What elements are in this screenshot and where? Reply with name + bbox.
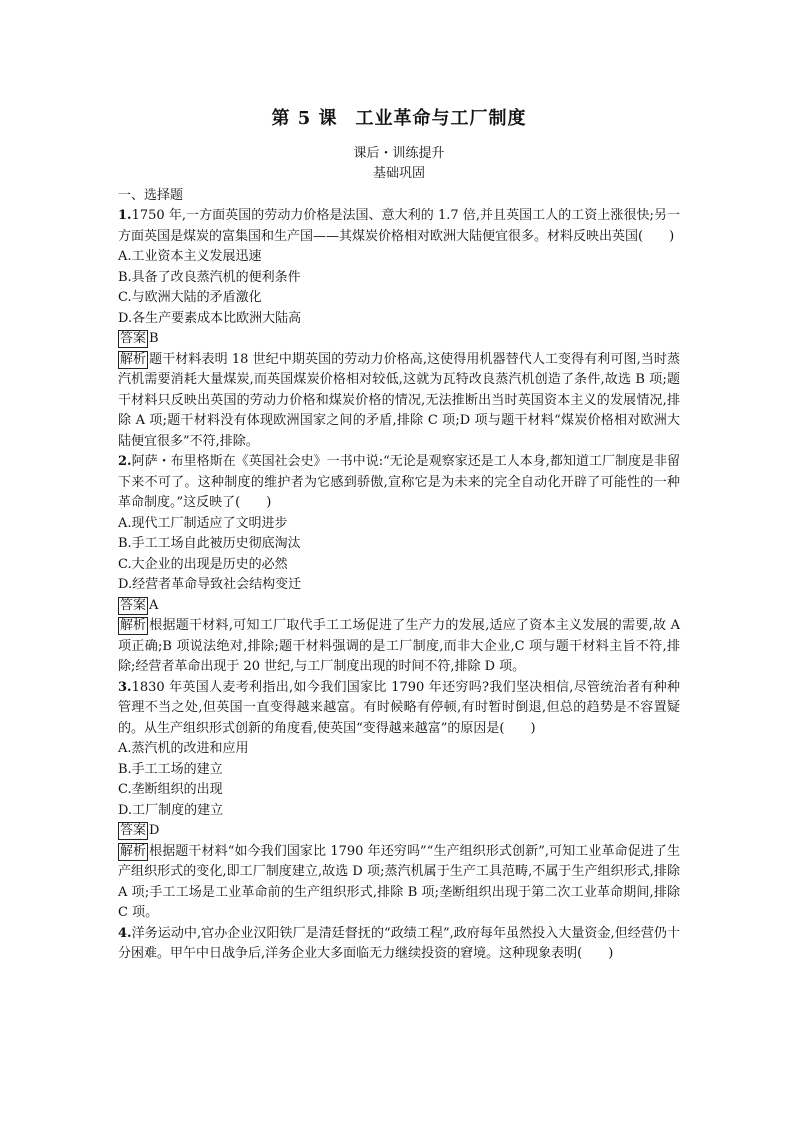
answer-value: A <box>149 597 159 613</box>
question-stem: 1750 年,一方面英国的劳动力价格是法国、意大利的 1.7 倍,并且英国工人的工资上涨很快;另一方面英国是煤炭的富集国和生产国——其煤炭价格相对欧洲大陆便宜很多。材料反映出英国( ) <box>118 208 680 244</box>
option-a: A.工业资本主义发展迅速 <box>118 249 262 264</box>
lesson-number: 第 5 课 <box>271 108 338 129</box>
explanation-tag: 解析 <box>120 843 147 859</box>
explanation-tag: 解析 <box>120 351 147 367</box>
question-stem: 1830 年英国人麦考利指出,如今我们国家比 1790 年还穷吗?我们坚决相信,尽管统治者有种种管理不当之处,但英国一直变得越来越富。有时候略有停顿,有时暂时倒退,但总的趋势是不容置疑的。从生产组织形式创新的角度看,使英国“变得越来越富”的原因是( ) <box>118 679 680 736</box>
question-number: 1. <box>118 208 132 223</box>
explanation-text: 题干材料表明 18 世纪中期英国的劳动力价格高,这使得用机器替代人工变得有利可图,当时蒸汽机需要消耗大量煤炭,而英国煤炭价格相对较低,这就为瓦特改良蒸汽机创造了条件,故选 B 项;题干材料只反映出英国的劳动力价格和煤炭价格的情况,无法推断出当时英国资本主义的发展情况,排除 A 项;题干材料没有体现欧洲国家之间的矛盾,排除 C 项;D 项与题干材料“煤炭价格相对欧洲大陆便宜很多”不符,排除。 <box>118 351 680 449</box>
answer-row <box>118 596 680 617</box>
option-a: A.现代工厂制适应了文明进步 <box>118 515 288 531</box>
document-page <box>118 104 680 965</box>
question-3 <box>118 678 680 740</box>
option-d: D.各生产要素成本比欧洲大陆高 <box>118 310 302 326</box>
subtitle: 课后・训练提升 <box>353 146 445 161</box>
option-c: C.垄断组织的出现 <box>118 782 223 797</box>
answer-tag: 答案 <box>120 331 147 346</box>
page-title <box>118 104 680 130</box>
option-c: C.与欧洲大陆的矛盾激化 <box>118 290 262 305</box>
question-stem: 阿萨・布里格斯在《英国社会史》一书中说:“无论是观察家还是工人本身,都知道工厂制度是非留下来不可了。这种制度的维护者为它感到骄傲,宣称它是为未来的完全自动化开辟了可能性的一种革命制度。”这反映了( ) <box>118 454 680 510</box>
answer-tag: 答案 <box>120 597 147 613</box>
option-d: D.经营者革命导致社会结构变迁 <box>118 577 302 592</box>
option-a: A.蒸汽机的改进和应用 <box>118 741 249 756</box>
answer-value: B <box>149 331 159 346</box>
explanation <box>118 842 680 924</box>
option-b: B.手工工场自此被历史彻底淘汰 <box>118 536 301 551</box>
answer-value: D <box>149 823 160 838</box>
option-c: C.大企业的出现是历史的必然 <box>118 556 288 572</box>
option-d: D.工厂制度的建立 <box>118 802 224 818</box>
explanation <box>118 350 680 453</box>
question-number: 4. <box>118 925 132 941</box>
question-4 <box>118 924 680 965</box>
answer-row <box>118 821 680 842</box>
lesson-title: 工业革命与工厂制度 <box>355 108 527 129</box>
question-number: 2. <box>118 454 132 469</box>
question-2 <box>118 452 680 514</box>
option-b: B.具备了改良蒸汽机的便利条件 <box>118 269 301 285</box>
explanation-text: 根据题干材料,可知工厂取代手工工场促进了生产力的发展,适应了资本主义发展的需要,故 A 项正确;B 项说法绝对,排除;题干材料强调的是工厂制度,而非大企业,C 项与题干材料主旨不符,排除;经营者革命出现于 20 世纪,与工厂制度出现的时间不符,排除 D 项。 <box>118 618 680 674</box>
answer-row <box>118 329 680 350</box>
explanation-tag: 解析 <box>120 618 147 633</box>
answer-tag: 答案 <box>120 823 147 838</box>
question-1 <box>118 206 680 247</box>
section-heading: 一、选择题 <box>118 188 184 203</box>
question-stem: 洋务运动中,官办企业汉阳铁厂是清廷督抚的“政绩工程”,政府每年虽然投入大量资金,但经营仍十分困难。甲午中日战争后,洋务企业大多面临无力继续投资的窘境。这种现象表明( ) <box>118 925 680 961</box>
level-heading: 基础巩固 <box>372 166 425 181</box>
option-b: B.手工工场的建立 <box>118 761 223 777</box>
explanation-text: 根据题干材料“如今我们国家比 1790 年还穷吗”“生产组织形式创新”,可知工业革命促进了生产组织形式的变化,即工厂制度建立,故选 D 项;蒸汽机属于生产工具范畴,不属于生产组织形式,排除 A 项;手工工场是工业革命前的生产组织形式,排除 B 项;垄断组织出现于第二次工业革命期间,排除 C 项。 <box>118 843 680 920</box>
question-number: 3. <box>118 679 132 695</box>
explanation <box>118 616 680 678</box>
